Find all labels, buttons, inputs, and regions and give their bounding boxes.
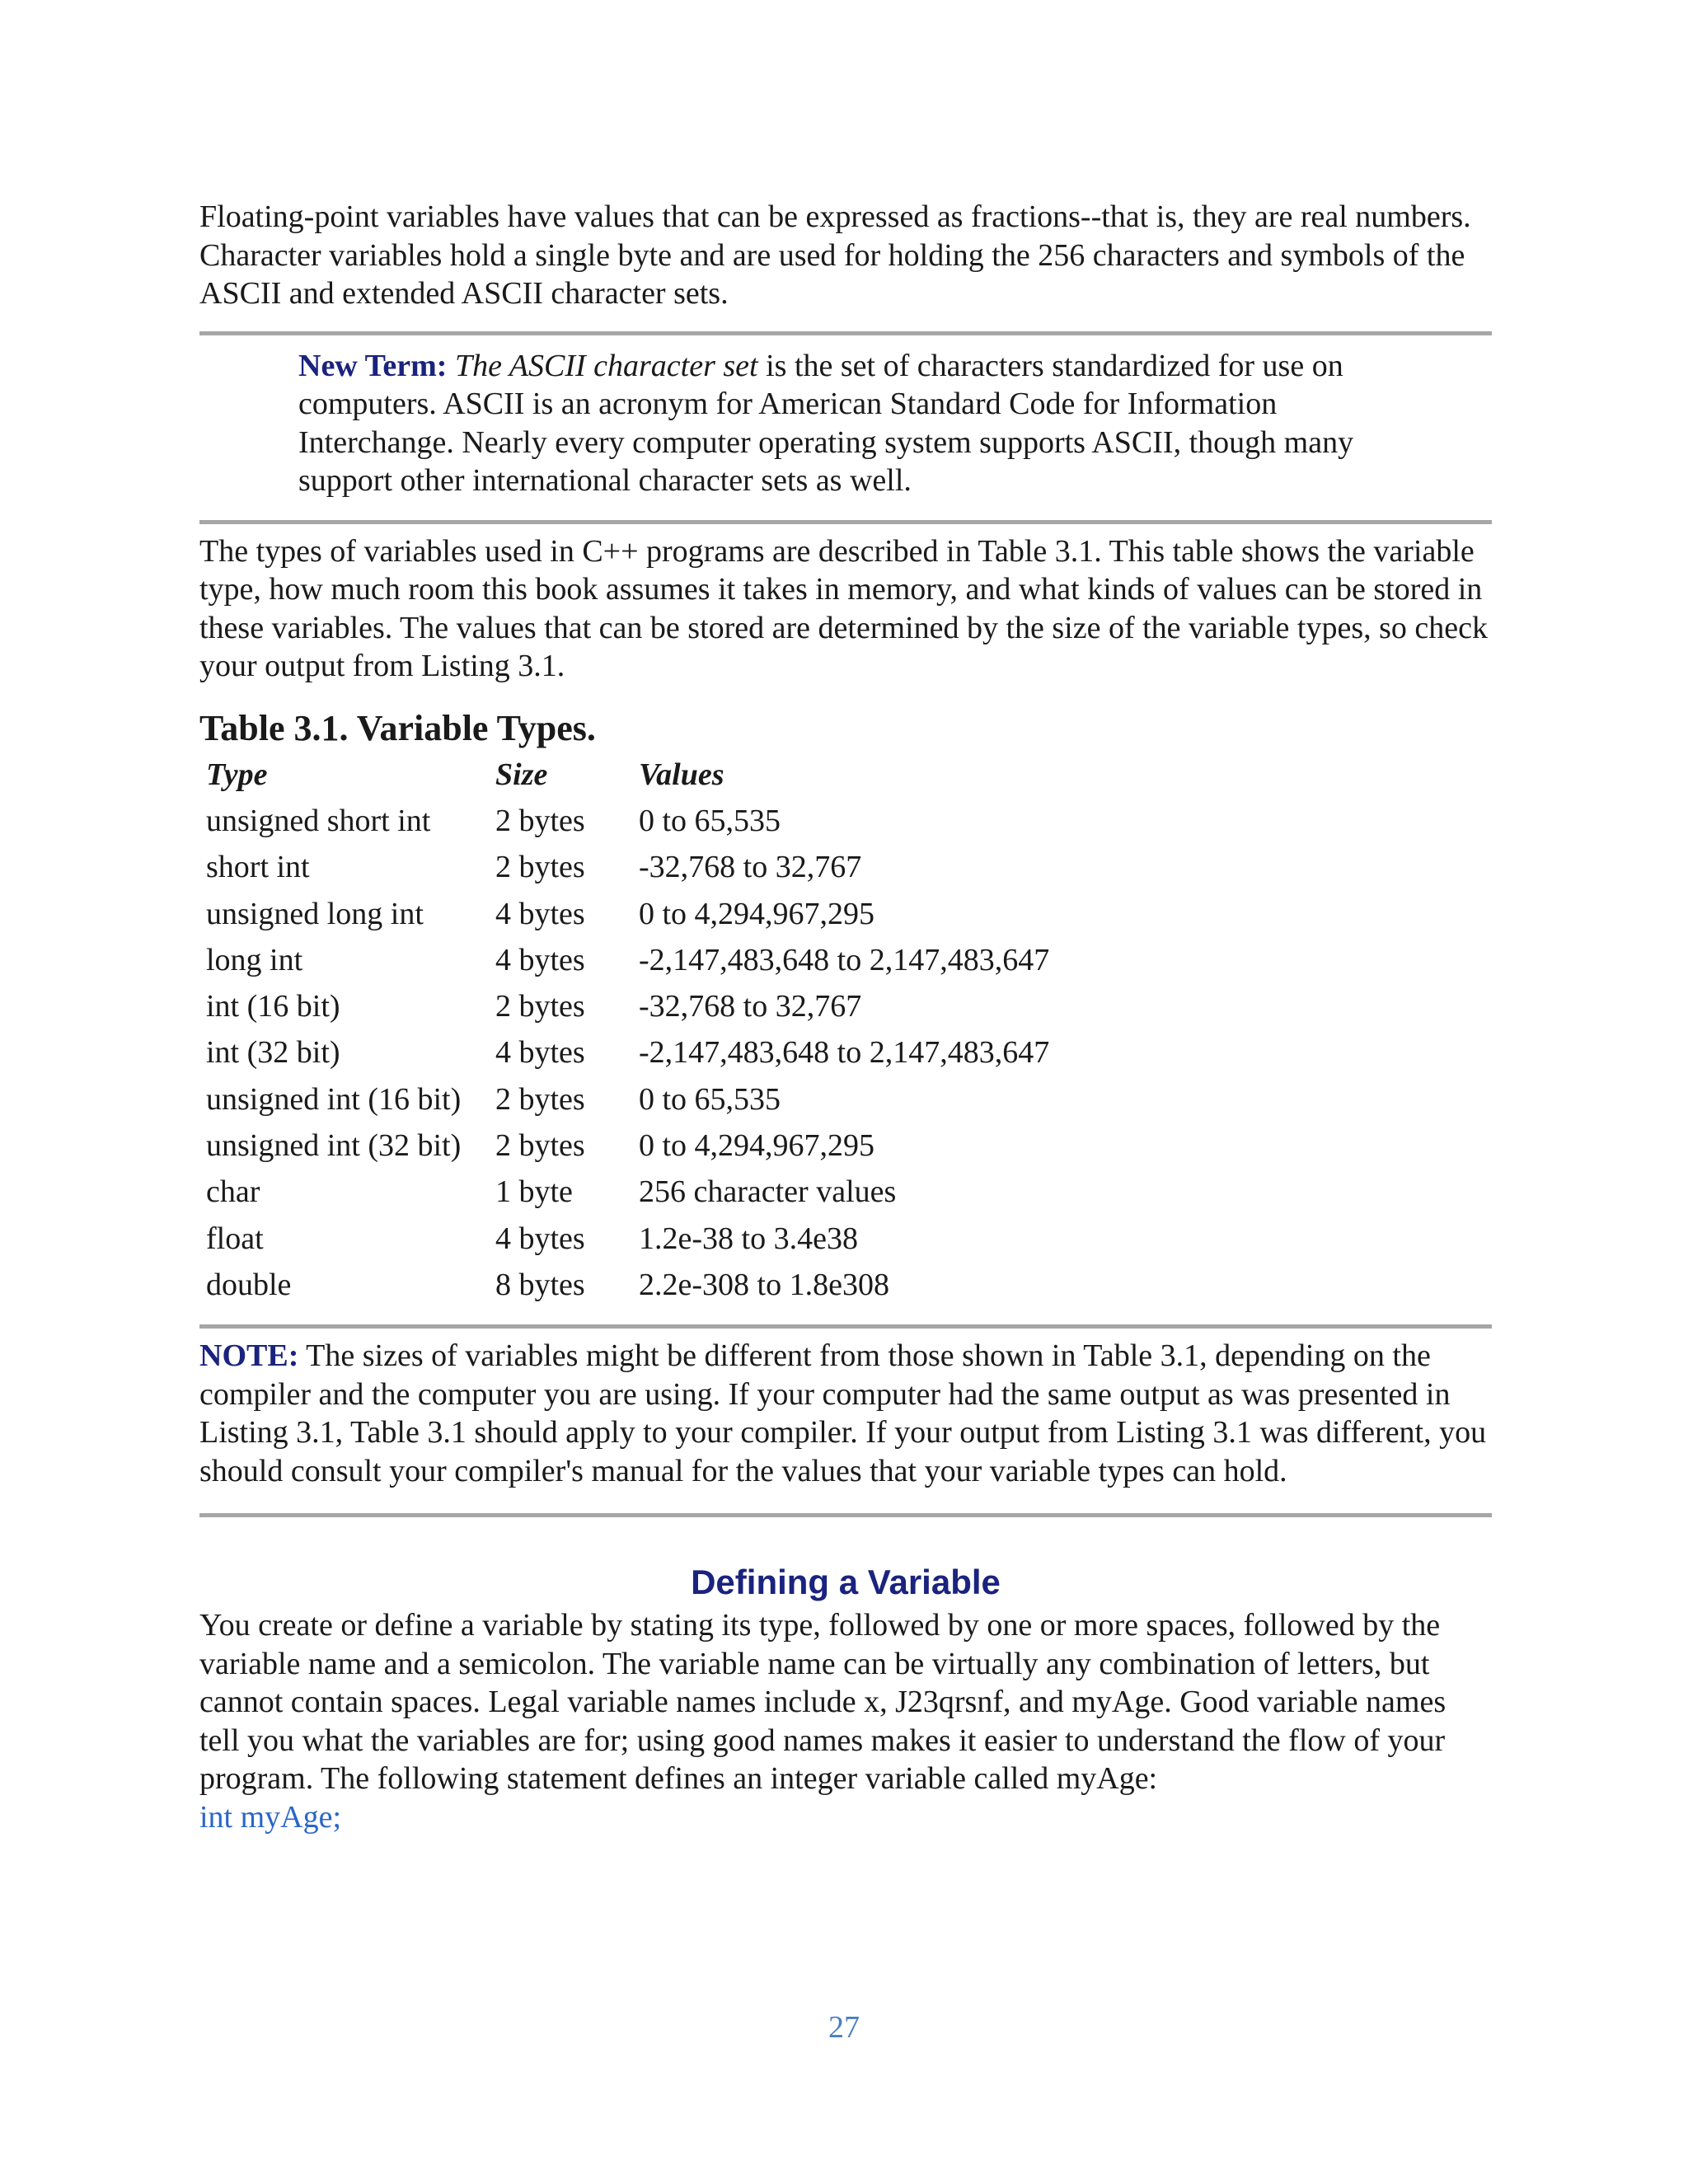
table-row xyxy=(201,1076,1054,1122)
cell-size: 2 bytes xyxy=(495,1081,585,1117)
cell-values: 0 to 4,294,967,295 xyxy=(639,896,875,931)
table-row xyxy=(201,937,1054,983)
page-number: 27 xyxy=(828,2010,860,2045)
table-row xyxy=(201,983,1054,1029)
table-row xyxy=(201,1122,1054,1169)
cell-values: 0 to 65,535 xyxy=(639,1081,781,1117)
page-content xyxy=(199,198,1492,1836)
divider-top-note xyxy=(199,1324,1492,1329)
new-term-term: The ASCII character set xyxy=(454,348,758,383)
cell-values: 0 to 4,294,967,295 xyxy=(639,1128,875,1164)
cell-size: 4 bytes xyxy=(495,1035,585,1071)
table-row xyxy=(201,1215,1054,1261)
cell-size: 8 bytes xyxy=(495,1267,585,1302)
new-term-box xyxy=(199,347,1395,500)
cell-values: -32,768 to 32,767 xyxy=(639,850,862,885)
table-row xyxy=(201,1262,1054,1308)
cell-size: 4 bytes xyxy=(495,896,585,931)
cell-type: unsigned int (32 bit) xyxy=(206,1128,462,1164)
cell-type: char xyxy=(206,1174,260,1210)
section-paragraph: You create or define a variable by stating its type, followed by one or more spaces, followed by the variable name and a semicolon. The variable name can be virtually any combination of letters, but cannot contain spaces. Legal variable names include x, J23qrsnf, and myAge. Good variable names tell you what the variables are for; using good names makes it easier to understand the flow of your program. The following statement defines an integer variable called myAge: xyxy=(199,1608,1447,1797)
table-row xyxy=(201,1169,1054,1215)
note-label: NOTE: xyxy=(199,1338,299,1374)
cell-values: 0 to 65,535 xyxy=(639,803,781,838)
cell-size: 2 bytes xyxy=(495,850,585,885)
note-text: The sizes of variables might be different from those shown in Table 3.1, depending on the compiler and the computer you are using. If your computer had the same output as was presented in Listing 3.1, Table 3.1 should apply to your compiler. If your output from Listing 3.1 was different, you should consult your compiler's manual for the values that your variable types can hold. xyxy=(199,1338,1487,1488)
section-heading: Defining a Variable xyxy=(691,1563,1001,1602)
divider-bottom-new-term xyxy=(199,520,1492,524)
cell-type: float xyxy=(206,1221,264,1256)
table-row xyxy=(201,798,1054,844)
cell-type: unsigned int (16 bit) xyxy=(206,1081,462,1117)
cell-type: short int xyxy=(206,850,310,885)
header-size: Size xyxy=(495,757,548,792)
table-row xyxy=(201,890,1054,936)
cell-values: -32,768 to 32,767 xyxy=(639,989,862,1024)
table-row xyxy=(201,844,1054,890)
cell-type: int (16 bit) xyxy=(206,989,340,1024)
cell-size: 4 bytes xyxy=(495,1221,585,1256)
cell-type: long int xyxy=(206,942,303,977)
cell-size: 2 bytes xyxy=(495,1128,585,1164)
table-title: Table 3.1. Variable Types. xyxy=(199,707,596,748)
variable-types-table xyxy=(201,752,1054,1309)
cell-size: 4 bytes xyxy=(495,942,585,977)
cell-type: unsigned short int xyxy=(206,803,431,838)
header-type: Type xyxy=(206,757,268,792)
cell-size: 1 byte xyxy=(495,1174,573,1210)
new-term-label: New Term: xyxy=(298,348,448,383)
cell-type: double xyxy=(206,1267,292,1302)
cell-values: 256 character values xyxy=(639,1174,897,1210)
header-values: Values xyxy=(639,757,724,792)
cell-values: 2.2e-308 to 1.8e308 xyxy=(639,1267,889,1302)
note-box xyxy=(199,1337,1492,1490)
code-snippet: int myAge; xyxy=(199,1799,342,1835)
cell-values: -2,147,483,648 to 2,147,483,647 xyxy=(639,1035,1050,1071)
intro-paragraph: Floating-point variables have values that can be expressed as fractions--that is, they are real numbers. Character variables hold a single byte and are used for holding the 256 characters and symbols of the ASCII and extended ASCII character sets. xyxy=(199,199,1471,311)
cell-type: int (32 bit) xyxy=(206,1035,340,1071)
cell-type: unsigned long int xyxy=(206,896,424,931)
table-header-row xyxy=(201,752,1054,798)
cell-values: 1.2e-38 to 3.4e38 xyxy=(639,1221,858,1256)
cell-values: -2,147,483,648 to 2,147,483,647 xyxy=(639,942,1050,977)
types-paragraph: The types of variables used in C++ programs are described in Table 3.1. This table shows the variable type, how much room this book assumes it takes in memory, and what kinds of values can be stored in these variables. The values that can be stored are determined by the size of the variable types, so check your output from Listing 3.1. xyxy=(199,533,1489,683)
table-row xyxy=(201,1029,1054,1076)
divider-bottom-note xyxy=(199,1513,1492,1517)
cell-size: 2 bytes xyxy=(495,803,585,838)
new-term-text: is the set of characters standardized for use on computers. ASCII is an acronym for American Standard Code for Information Interchange. Nearly every computer operating system supports ASCII, though many support other international character sets as well. xyxy=(298,348,1354,498)
cell-size: 2 bytes xyxy=(495,989,585,1024)
divider-top-new-term xyxy=(199,331,1492,335)
